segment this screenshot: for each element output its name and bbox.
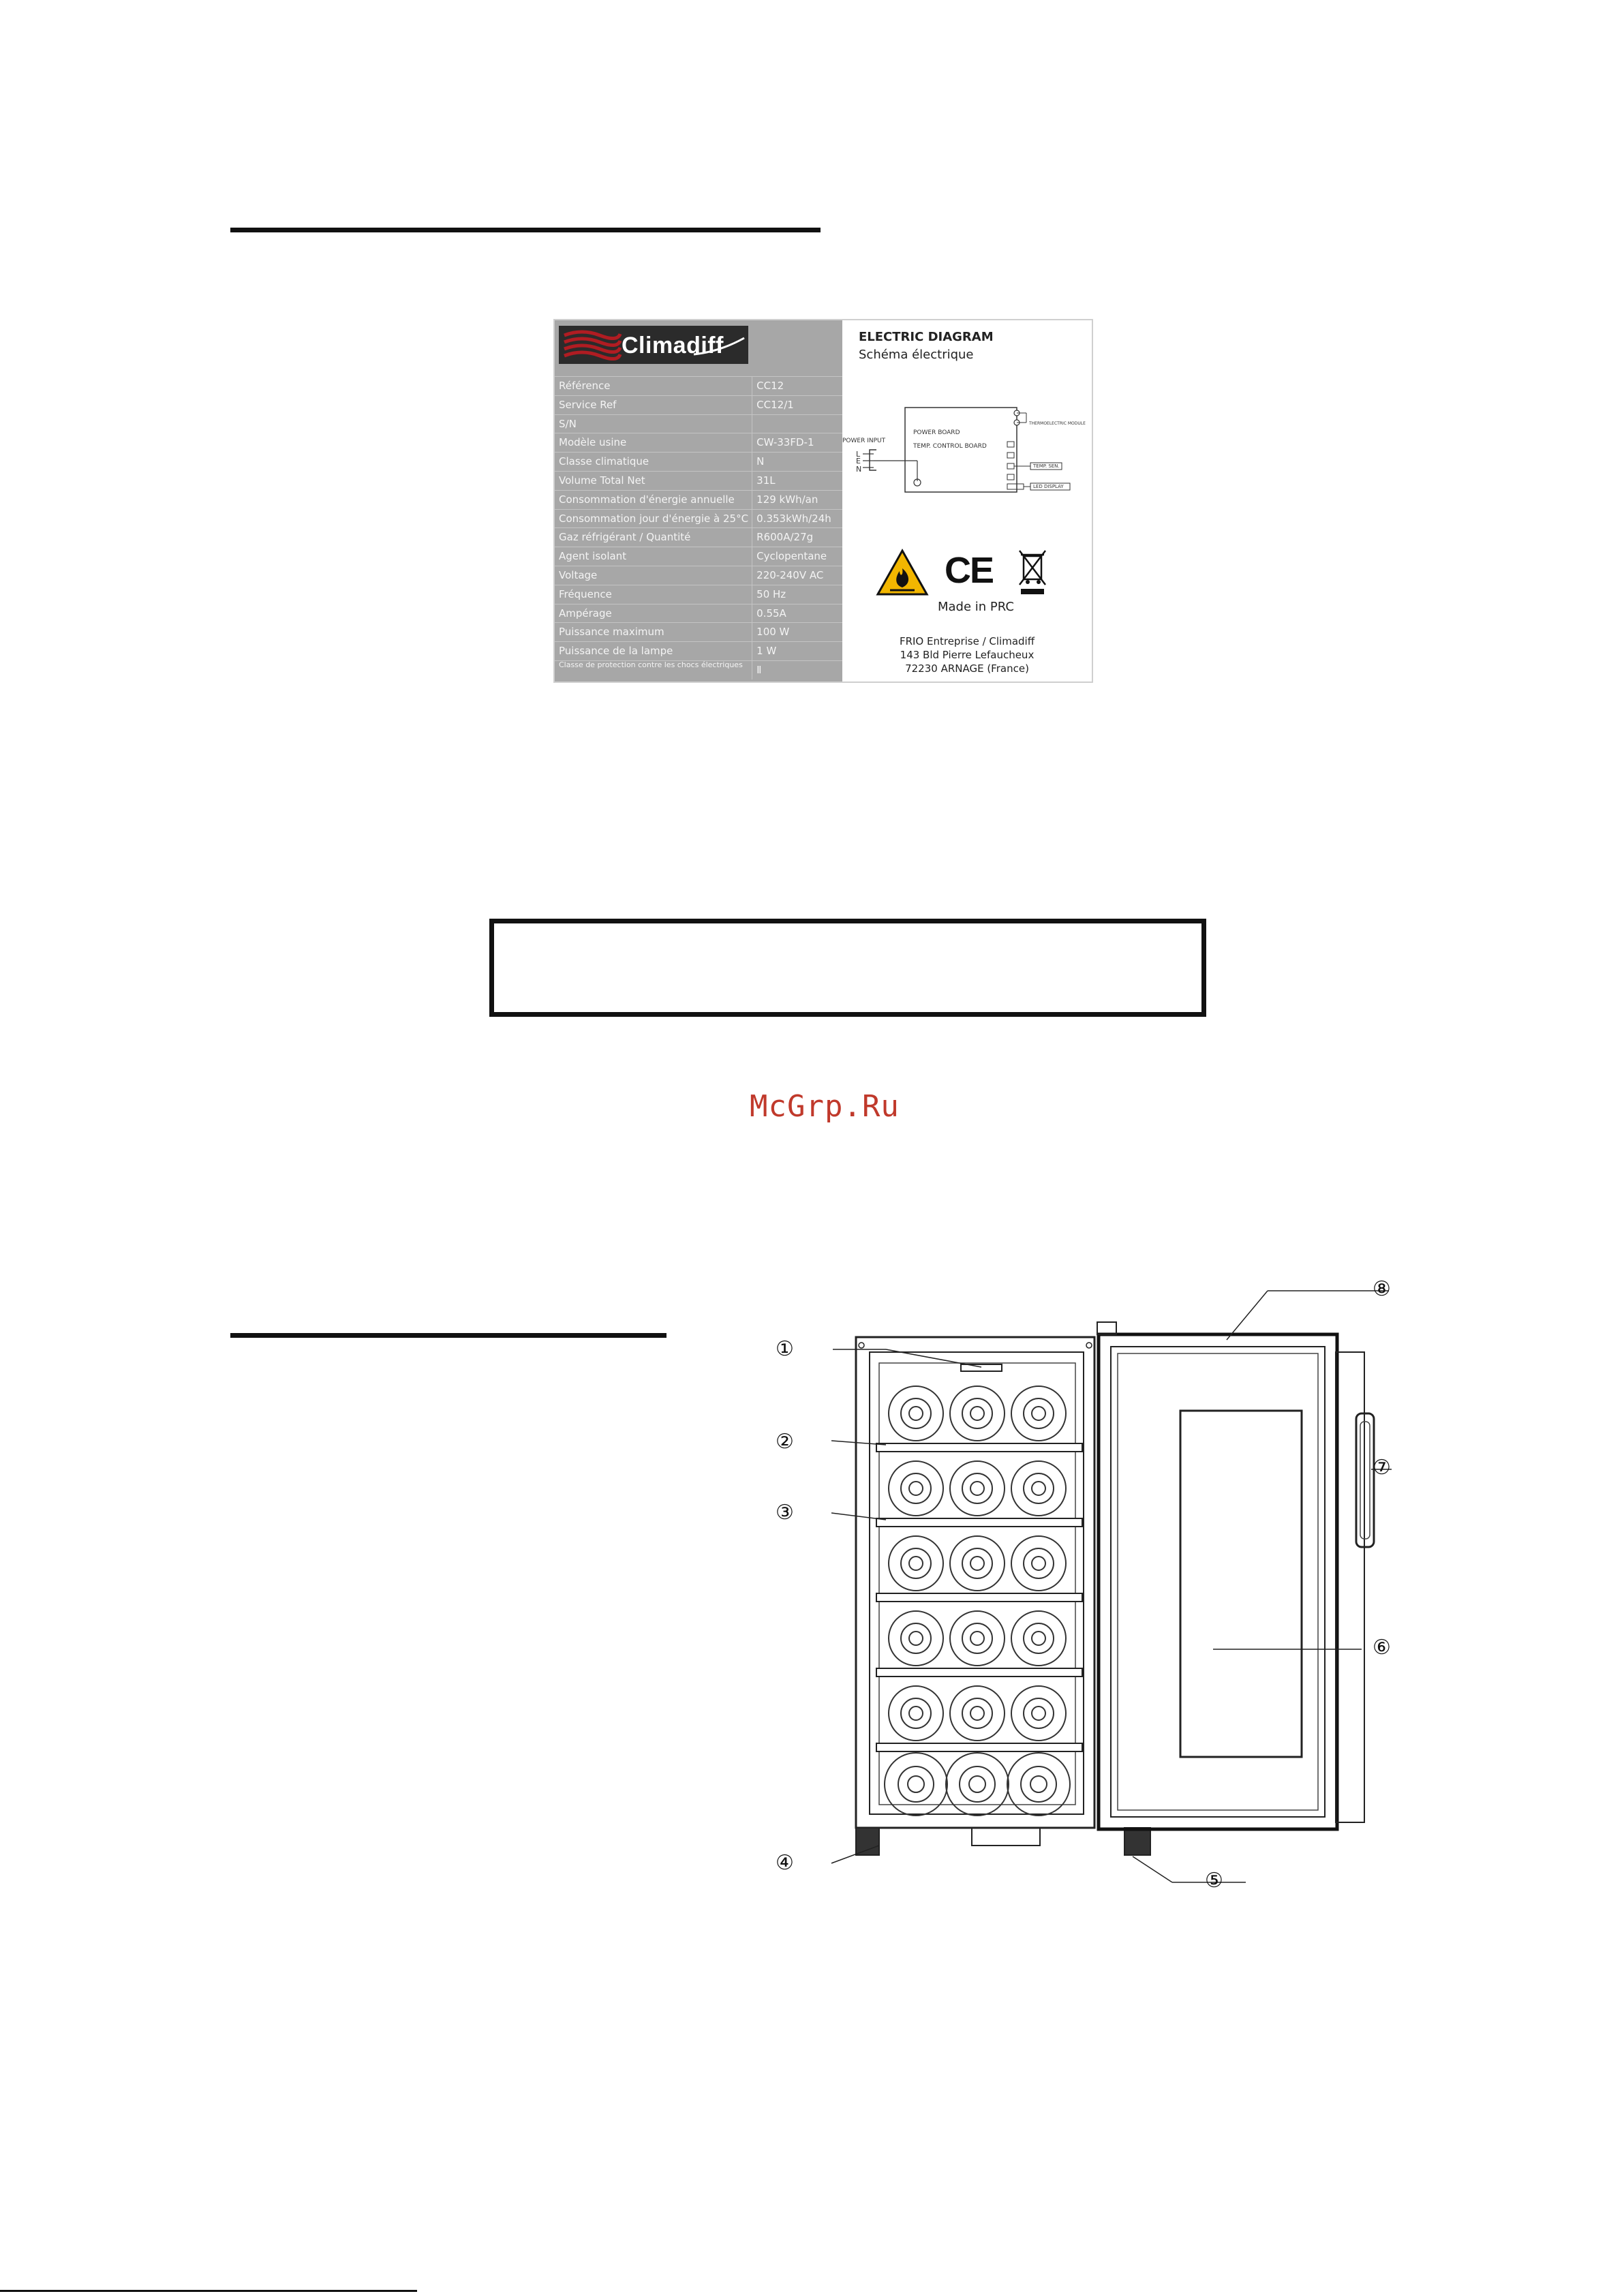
spec-row [555, 433, 842, 452]
footnote-rule [0, 2290, 417, 2292]
section-heading-rule [230, 228, 821, 232]
led-display-label: LED DISPLAY [1033, 484, 1064, 489]
ce-mark: CE [945, 550, 994, 591]
spec-label: Classe de protection contre les chocs électriques [555, 661, 752, 679]
spec-row [555, 660, 842, 679]
spec-label: Volume Total Net [555, 472, 752, 490]
wiring-diagram [842, 388, 1092, 525]
spec-row [555, 527, 842, 547]
neutral-n-label: N [856, 465, 862, 474]
callout-6: ⑥ [1373, 1636, 1391, 1659]
spec-label: Gaz réfrigérant / Quantité [555, 528, 752, 547]
spec-label: Consommation d'énergie annuelle [555, 491, 752, 509]
spec-label: Référence [555, 377, 752, 395]
spec-row [555, 452, 842, 471]
spec-value: Cyclopentane [756, 550, 827, 563]
address-line-3: 72230 ARNAGE (France) [905, 662, 1029, 675]
diagram-subtitle: Schéma électrique [859, 348, 974, 362]
made-in-text: Made in PRC [938, 600, 1014, 614]
spec-row [555, 471, 842, 490]
spec-value: CC12 [756, 380, 784, 392]
section-heading-rule-2 [230, 1333, 667, 1338]
spec-row [555, 622, 842, 641]
brand-logo [559, 326, 748, 364]
rating-plate-specs [555, 320, 842, 682]
temp-control-board-label: TEMP. CONTROL BOARD [913, 443, 987, 450]
diagram-title: ELECTRIC DIAGRAM [859, 330, 994, 344]
spec-label: Modèle usine [555, 433, 752, 452]
line-l-label: L [856, 450, 861, 459]
address-line-2: 143 Bld Pierre Lefaucheux [900, 649, 1035, 661]
spec-value: 50 Hz [756, 587, 786, 600]
callout-5: ⑤ [1205, 1869, 1223, 1893]
rating-plate [553, 319, 1093, 683]
spec-value [752, 415, 842, 433]
spec-value: 100 W [756, 626, 790, 639]
brand-swoosh-icon [692, 337, 747, 357]
spec-row [555, 490, 842, 509]
spec-value: 129 kWh/an [756, 493, 818, 506]
callout-1: ① [776, 1337, 794, 1361]
spec-row [555, 547, 842, 566]
spec-value: CC12/1 [756, 398, 794, 411]
spec-label: Voltage [555, 566, 752, 585]
spec-label: S/N [555, 415, 752, 433]
earth-e-label: E [856, 457, 861, 465]
spec-row [555, 604, 842, 623]
spec-row [555, 376, 842, 395]
boxed-heading-frame [489, 919, 1206, 1017]
spec-value: 31L [756, 474, 776, 487]
spec-value: Ⅱ [756, 663, 762, 676]
callout-3: ③ [776, 1501, 794, 1525]
callout-2: ② [776, 1430, 794, 1454]
spec-label: Puissance de la lampe [555, 642, 752, 660]
callout-8: ⑧ [1373, 1277, 1391, 1301]
spec-row [555, 395, 842, 414]
spec-label: Classe climatique [555, 453, 752, 471]
power-input-label: POWER INPUT [842, 438, 886, 444]
spec-value: 0.55A [756, 607, 786, 619]
brand-name: Climadiff [622, 333, 724, 358]
brand-logo-area [555, 320, 842, 376]
spec-label: Service Ref [555, 396, 752, 414]
electric-diagram-panel [842, 320, 1092, 682]
address-line-1: FRIO Entreprise / Climadiff [899, 635, 1035, 647]
spec-row [555, 509, 842, 528]
spec-row [555, 585, 842, 604]
watermark-text: McGrp.Ru [750, 1089, 900, 1124]
spec-label: Agent isolant [555, 547, 752, 566]
thermoelectric-label: THERMOELECTRIC MODULE [1029, 421, 1086, 426]
callout-7: ⑦ [1373, 1456, 1391, 1480]
callout-4: ④ [776, 1851, 794, 1875]
spec-value: R600A/27g [756, 531, 814, 544]
spec-label: Consommation jour d'énergie à 25°C [555, 510, 752, 528]
spec-row [555, 641, 842, 660]
spec-label: Ampérage [555, 604, 752, 623]
spec-row [555, 566, 842, 585]
spec-value: N [756, 455, 765, 468]
spec-value: 220-240V AC [756, 568, 824, 581]
weee-bin-icon [1017, 547, 1048, 596]
temp-sensor-label: TEMP. SEN. [1033, 463, 1060, 469]
spec-value: 0.353kWh/24h [756, 512, 831, 525]
spec-label: Fréquence [555, 585, 752, 604]
brand-waves-icon [562, 326, 623, 364]
spec-value: CW-33FD-1 [756, 436, 814, 449]
spec-row [555, 414, 842, 433]
flammable-warning-icon [875, 548, 930, 597]
wine-cooler-diagram [777, 1261, 1458, 1901]
spec-table [555, 376, 842, 679]
power-board-label: POWER BOARD [913, 429, 960, 436]
spec-label: Puissance maximum [555, 623, 752, 641]
spec-value: 1 W [756, 645, 777, 658]
